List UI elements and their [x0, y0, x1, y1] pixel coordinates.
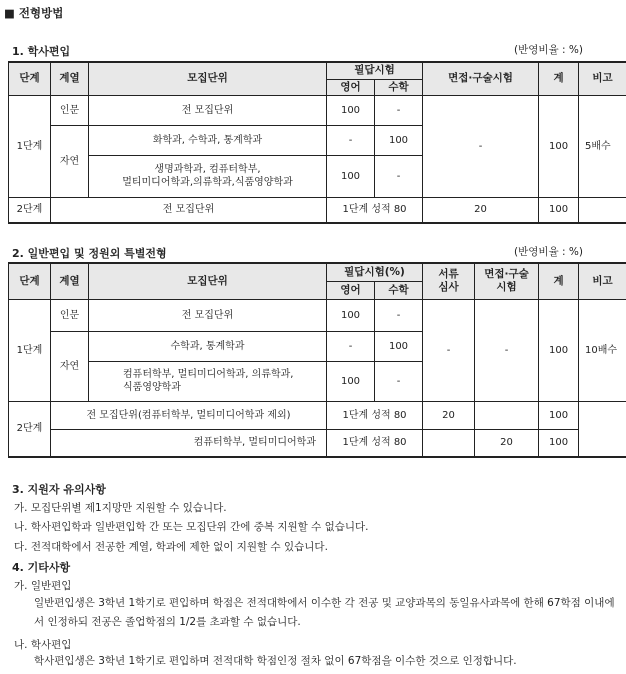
english-score: - — [327, 125, 375, 155]
english-score: 100 — [327, 361, 375, 401]
header-dept: 모집단위 — [89, 263, 327, 299]
stage1-score: 1단계 성적 80 — [327, 401, 423, 429]
interview-score: - — [423, 95, 539, 197]
section2-title: 2. 일반편입 및 정원외 특별전형 — [12, 247, 167, 260]
section1-title: 1. 학사편입 — [12, 45, 71, 58]
doc-score: - — [423, 299, 475, 401]
dept-math-stat: 수학과, 통계학과 — [89, 331, 327, 361]
header-english: 영어 — [327, 79, 375, 95]
math-score: - — [375, 361, 423, 401]
remark-empty — [579, 401, 626, 457]
header-dept: 모집단위 — [89, 62, 327, 95]
header-written: 필답시험(%) — [327, 263, 423, 281]
header-track: 계열 — [51, 62, 89, 95]
total-score: 100 — [539, 299, 579, 401]
notice-item: 가. 모집단위별 제1지망만 지원할 수 있습니다. — [14, 502, 227, 514]
subheading-general: 가. 일반편입 — [14, 580, 72, 592]
admission-table-transfer-bachelor — [8, 61, 626, 224]
header-english: 영어 — [327, 281, 375, 299]
section1-unit: (반영비율 : %) — [514, 44, 583, 56]
remark-cell: 5배수 — [579, 95, 626, 197]
math-score: - — [375, 155, 423, 197]
dept-all-stage2: 전 모집단위 — [51, 197, 327, 223]
math-score: 100 — [375, 125, 423, 155]
subheading-bachelor: 나. 학사편입 — [14, 639, 72, 651]
section2-unit: (반영비율 : %) — [514, 246, 583, 258]
interview-score: - — [475, 299, 539, 401]
stage1-cell: 1단계 — [9, 299, 51, 401]
notice-item: 다. 전적대학에서 전공한 계열, 학과에 제한 없이 지원할 수 있습니다. — [14, 541, 328, 553]
header-stage: 단계 — [9, 263, 51, 299]
admission-table-general-transfer — [8, 262, 626, 458]
header-interview: 면접·구술 시험 — [475, 263, 539, 299]
total-score: 100 — [539, 197, 579, 223]
header-remark: 비고 — [579, 263, 626, 299]
dept-computer-multimedia: 컴퓨터학부, 멀티미디어학과 — [51, 429, 327, 457]
stage1-score: 1단계 성적 80 — [327, 429, 423, 457]
header-total: 계 — [539, 62, 579, 95]
page-heading: ■ 전형방법 — [4, 6, 64, 20]
header-stage: 단계 — [9, 62, 51, 95]
header-math: 수학 — [375, 281, 423, 299]
track-natural: 자연 — [51, 125, 89, 197]
english-score: 100 — [327, 95, 375, 125]
dept-computer: 컴퓨터학부, 멀티미디어학과, 의류학과, 식품영양학과 — [89, 361, 327, 401]
doc-empty — [423, 429, 475, 457]
interview-score: 20 — [423, 197, 539, 223]
stage2-cell: 2단계 — [9, 401, 51, 457]
header-total: 계 — [539, 263, 579, 299]
math-score: 100 — [375, 331, 423, 361]
remark-empty — [579, 197, 626, 223]
track-humanities: 인문 — [51, 299, 89, 331]
section4-title: 4. 기타사항 — [12, 561, 71, 574]
stage2-cell: 2단계 — [9, 197, 51, 223]
dept-all: 전 모집단위 — [89, 95, 327, 125]
doc-score: 20 — [423, 401, 475, 429]
header-doc-review: 서류 심사 — [423, 263, 475, 299]
math-score: - — [375, 299, 423, 331]
dept-life-science: 생명과학과, 컴퓨터학부, 멀티미디어학과,의류학과,식품영양학과 — [89, 155, 327, 197]
stage1-score: 1단계 성적 80 — [327, 197, 423, 223]
total-score: 100 — [539, 95, 579, 197]
header-written: 필답시험 — [327, 62, 423, 79]
header-track: 계열 — [51, 263, 89, 299]
header-remark: 비고 — [579, 62, 626, 95]
paragraph-bachelor: 학사편입생은 3학년 1학기로 편입하며 전적대학 학점인정 절차 없이 67학점을 이수한 것으로 인정합니다. — [34, 655, 517, 667]
total-score: 100 — [539, 429, 579, 457]
header-interview: 면접·구술시험 — [423, 62, 539, 95]
english-score: 100 — [327, 155, 375, 197]
english-score: 100 — [327, 299, 375, 331]
paragraph-general: 일반편입생은 3학년 1학기로 편입하며 학점은 전적대학에서 이수한 각 전공 및 교양과목의 동일유사과목에 한해 67학점 이내에서 인정하되 전공은 졸업학점의 1/2를 초과할 수 없습니다. — [34, 597, 615, 628]
header-math: 수학 — [375, 79, 423, 95]
section3-title: 3. 지원자 유의사항 — [12, 483, 106, 496]
english-score: - — [327, 331, 375, 361]
remark-cell: 10배수 — [579, 299, 626, 401]
track-humanities: 인문 — [51, 95, 89, 125]
track-natural: 자연 — [51, 331, 89, 401]
dept-all: 전 모집단위 — [89, 299, 327, 331]
stage1-cell: 1단계 — [9, 95, 51, 197]
dept-chem-math-stat: 화학과, 수학과, 통계학과 — [89, 125, 327, 155]
interview-score: 20 — [475, 429, 539, 457]
math-score: - — [375, 95, 423, 125]
interview-empty — [475, 401, 539, 429]
total-score: 100 — [539, 401, 579, 429]
dept-all-except: 전 모집단위(컴퓨터학부, 멀티미디어학과 제외) — [51, 401, 327, 429]
notice-item: 나. 학사편입학과 일반편입학 간 또는 모집단위 간에 중복 지원할 수 없습니다. — [14, 521, 369, 533]
